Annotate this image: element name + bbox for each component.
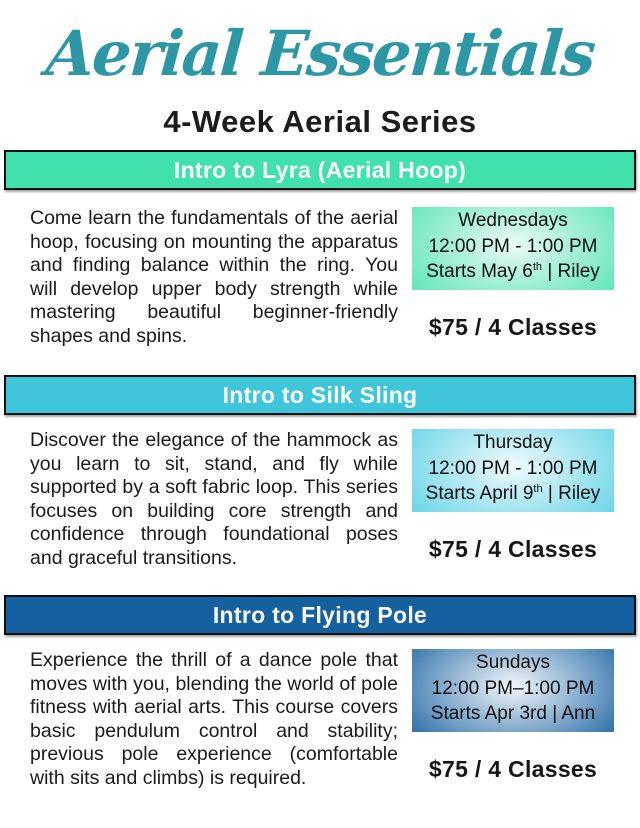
schedule-start: Starts Apr 3rd | Ann [430, 703, 596, 724]
schedule-column [412, 649, 614, 783]
price-label: $75 / 4 Classes [428, 755, 598, 782]
section-body [0, 190, 640, 348]
section-flying-pole [0, 595, 640, 790]
schedule-box [412, 207, 614, 290]
price-label: $75 / 4 Classes [428, 535, 598, 562]
schedule-start: Starts April 9th | Riley [425, 483, 601, 504]
section-banner-silk-sling: Intro to Silk Sling [4, 375, 636, 415]
schedule-start: Starts May 6th | Riley [426, 261, 600, 282]
schedule-box [412, 649, 614, 732]
schedule-column [412, 429, 614, 563]
section-banner-lyra: Intro to Lyra (Aerial Hoop) [4, 150, 636, 190]
schedule-time: 12:00 PM - 1:00 PM [428, 235, 598, 257]
schedule-column [412, 207, 614, 341]
section-body [0, 415, 640, 570]
ordinal-superscript: th [532, 261, 543, 273]
section-body [0, 635, 640, 790]
class-description: Come learn the fundamentals of the aerial hoop, focusing on mounting the apparatus and finding balance within the ring. You will develop upper body strength while mastering beautiful beginner-friendly shapes and spins. [30, 207, 398, 347]
flyer-header [0, 0, 640, 140]
page-subtitle: 4-Week Aerial Series [163, 104, 477, 139]
section-lyra [0, 150, 640, 348]
class-description: Experience the thrill of a dance pole that moves with you, blending the world of pole fitness with aerial arts. This course covers basic pendulum control and stability; previous pole experience (comfortable with sits and climbs) is required. [30, 649, 398, 789]
section-banner-flying-pole: Intro to Flying Pole [4, 595, 636, 635]
schedule-box [412, 429, 614, 512]
schedule-day: Wednesdays [458, 210, 568, 231]
section-silk-sling [0, 375, 640, 570]
schedule-day: Sundays [476, 652, 550, 673]
price-label: $75 / 4 Classes [428, 313, 598, 340]
schedule-day: Thursday [473, 432, 553, 453]
ordinal-superscript: th [533, 483, 543, 495]
schedule-time: 12:00 PM–1:00 PM [431, 677, 595, 699]
class-description: Discover the elegance of the hammock as you learn to sit, stand, and fly while supported by a soft fabric loop. This series focuses on building core strength and confidence through foundational poses and graceful transitions. [30, 429, 398, 569]
schedule-time: 12:00 PM - 1:00 PM [428, 457, 598, 479]
page-title: Aerial Essentials [43, 17, 597, 90]
